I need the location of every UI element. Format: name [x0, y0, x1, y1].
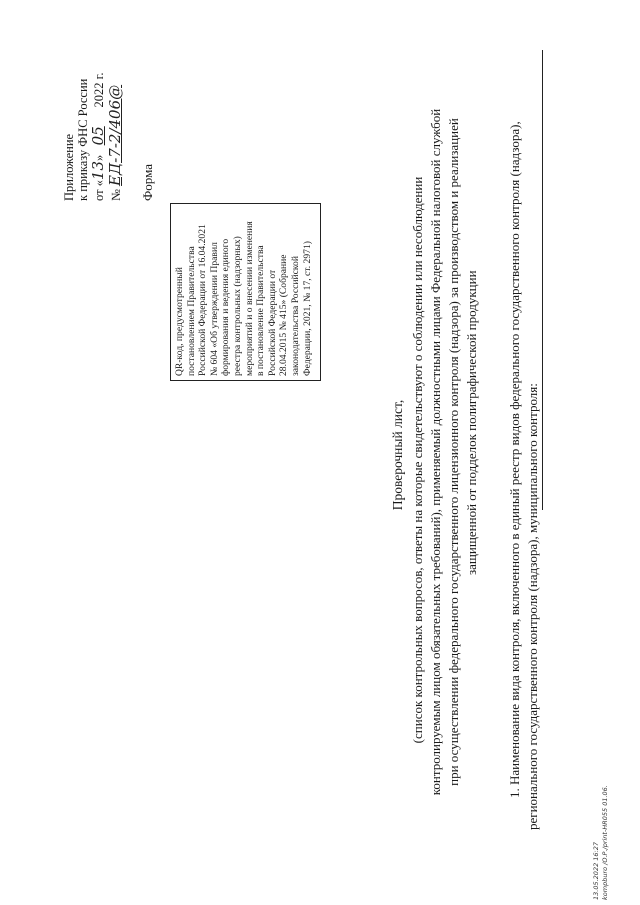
- fill-in-line: [542, 50, 543, 510]
- handwritten-number: ЕД-7-2/406@: [106, 84, 124, 186]
- subtitle-line: (список контрольных вопросов, ответы на которые свидетельствуют о соблюдении или несоблюдении: [410, 176, 425, 744]
- qr-note-line: мероприятий и о внесении изменения: [243, 221, 255, 376]
- form-label: Форма: [140, 164, 155, 201]
- header-appendix: Приложение: [62, 133, 76, 201]
- qr-note-line: реестра контрольных (надзорных): [231, 236, 243, 376]
- qr-code-note-box: [170, 203, 321, 381]
- qr-note-line: Российской Федерации от 16.04.2021: [197, 224, 209, 376]
- handwritten-month: 05: [89, 126, 107, 146]
- qr-note-line: в постановление Правительства: [255, 245, 267, 376]
- print-stamp-line: 13.05.2022 16:27: [592, 841, 600, 900]
- subtitle-line: при осуществлении федерального государственного лицензионного контроля (надзора) за производством и реализацией: [446, 118, 461, 786]
- qr-note-line: Федерации, 2021, № 17, ст. 2971): [301, 241, 313, 376]
- qr-note-line: № 604 «Об утверждении Правил: [208, 242, 220, 376]
- print-stamp-line: kompburo /О.Р./print-HR055 01.06.: [601, 785, 609, 900]
- qr-note-line: QR-код, предусмотренный: [174, 267, 185, 376]
- document-title: Проверочный лист,: [390, 399, 405, 511]
- handwritten-day: 13: [89, 160, 107, 181]
- header-order-ref: к приказу ФНС России: [76, 78, 90, 201]
- date-prefix: от «: [92, 180, 106, 201]
- qr-note-line: законодательства Российской: [289, 256, 301, 376]
- number-sign: №: [109, 189, 123, 201]
- qr-note-line: постановлением Правительства: [185, 246, 197, 376]
- subtitle-line: контролируемым лицом обязательных требований), применяемый должностными лицами Федеральной налоговой службой: [428, 108, 443, 796]
- item-1-line-2: регионального государственного контроля (надзора), муниципального контроля:: [525, 383, 540, 830]
- item-1-line-1: 1. Наименование вида контроля, включенного в единый реестр видов федерального государственного контроля (надзора),: [507, 121, 522, 798]
- qr-note-line: формирования и ведения единого: [220, 238, 232, 376]
- header-date-line: от «13» 05 2022 г.: [89, 72, 107, 201]
- header-number-line: [108, 85, 123, 201]
- qr-note-line: 28.04.2015 № 415» (Собрание: [278, 254, 290, 376]
- date-year: 2022 г.: [92, 72, 106, 108]
- qr-note-line: Российской Федерации от: [266, 269, 278, 376]
- subtitle-line: защищенной от подделок полиграфической продукции: [464, 270, 479, 575]
